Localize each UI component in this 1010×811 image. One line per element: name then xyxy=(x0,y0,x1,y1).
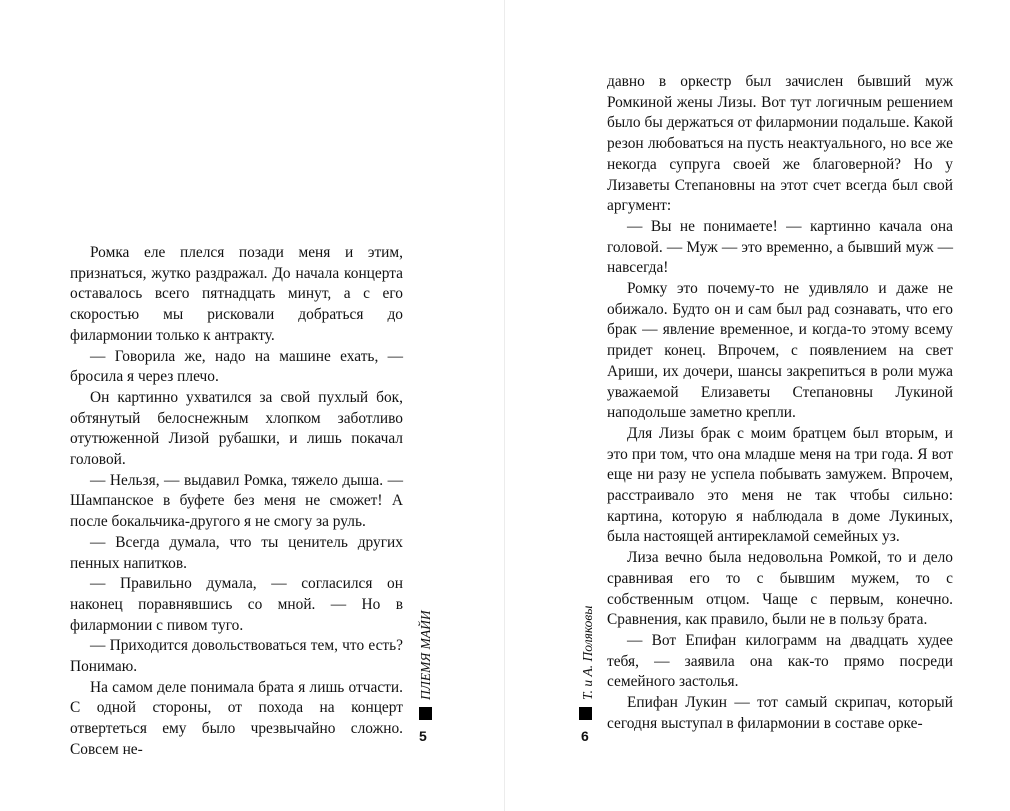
paragraph: — Правильно думала, — согласился он наконец поравнявшись со мной. — Но в филармонии с пивом туго. xyxy=(70,575,403,634)
paragraph: Ромку это почему-то не удивляло и даже не обижало. Будто он и сам был рад сознавать, что его брак — явление временное, и когда-то этому всему придет конец. Впрочем, с появлением на свет Ариши, их дочери, шансы закрепиться в роли мужа уважаемой Елизаветы Степановны Лукиной наподольше заметно крепли. xyxy=(607,280,953,422)
page-number-right: 6 xyxy=(581,728,589,744)
running-head-right: Т. и А. Поляковы xyxy=(580,605,595,700)
paragraph: — Говорила же, надо на машине ехать, — бросила я через плечо. xyxy=(70,347,403,386)
paragraph: Он картинно ухватился за свой пухлый бок, обтянутый белоснежным хлопком заботливо отутюженной Лизой рубашки, и лишь покачал головой. xyxy=(70,388,403,469)
page-gutter xyxy=(504,0,505,811)
paragraph: Епифан Лукин — тот самый скрипач, который сегодня выступал в филармонии в составе орке- xyxy=(607,694,953,732)
section-marker-left xyxy=(419,707,432,720)
paragraph: Для Лизы брак с моим братцем был вторым, и это при том, что она младше меня на три года. Я вот еще ни разу не успела побывать замужем. Впрочем, расстраивало это меня не так чтобы сильно: картина, которую я наблюдала в доме Лукиных, была настоящей антирекламой семейных уз. xyxy=(607,424,953,546)
paragraph: На самом деле понимала брата я лишь отчасти. С одной стороны, от похода на концерт отвертеться ему было чрезвычайно сложно. Совсем не- xyxy=(70,678,403,758)
paragraph: — Вы не понимаете! — картинно качала она головой. — Муж — это временно, а бывший муж — навсегда! xyxy=(607,217,953,277)
paragraph: — Вот Епифан килограмм на двадцать худее тебя, — заявила она как-то прямо посреди семейного застолья. xyxy=(607,631,953,691)
running-head-left: ПЛЕМЯ МАЙИ xyxy=(418,610,433,700)
paragraph: — Нельзя, — выдавил Ромка, тяжело дыша. — Шампанское в буфете без меня не сможет! А после бокальчика-другого я не смогу за руль. xyxy=(70,471,403,531)
paragraph: — Приходится довольствоваться тем, что есть? Понимаю. xyxy=(70,637,403,676)
paragraph: Ромка еле плелся позади меня и этим, признаться, жутко раздражал. До начала концерта оставалось всего пятнадцать минут, а с его скоростью мы рисковали добраться до филармонии только к антракту. xyxy=(70,244,403,344)
left-page-text xyxy=(70,243,403,761)
right-page-text xyxy=(607,72,953,735)
paragraph: давно в оркестр был зачислен бывший муж Ромкиной жены Лизы. Вот тут логичным решением было бы держаться от филармонии подальше. Какой резон любоваться на пусть неактуального, но все же некогда супруга своей же благоверной? Но у Лизаветы Степановны на этот счет всегда был свой аргумент: xyxy=(607,73,953,215)
paragraph: — Всегда думала, что ты ценитель других пенных напитков. xyxy=(70,533,403,572)
page-number-left: 5 xyxy=(419,728,427,744)
section-marker-right xyxy=(579,707,592,720)
paragraph: Лиза вечно была недовольна Ромкой, то и дело сравнивая его то с бывшим мужем, то с собственным отцом. Чаще с первым, конечно. Сравнения, как правило, были не в пользу брата. xyxy=(607,549,953,629)
